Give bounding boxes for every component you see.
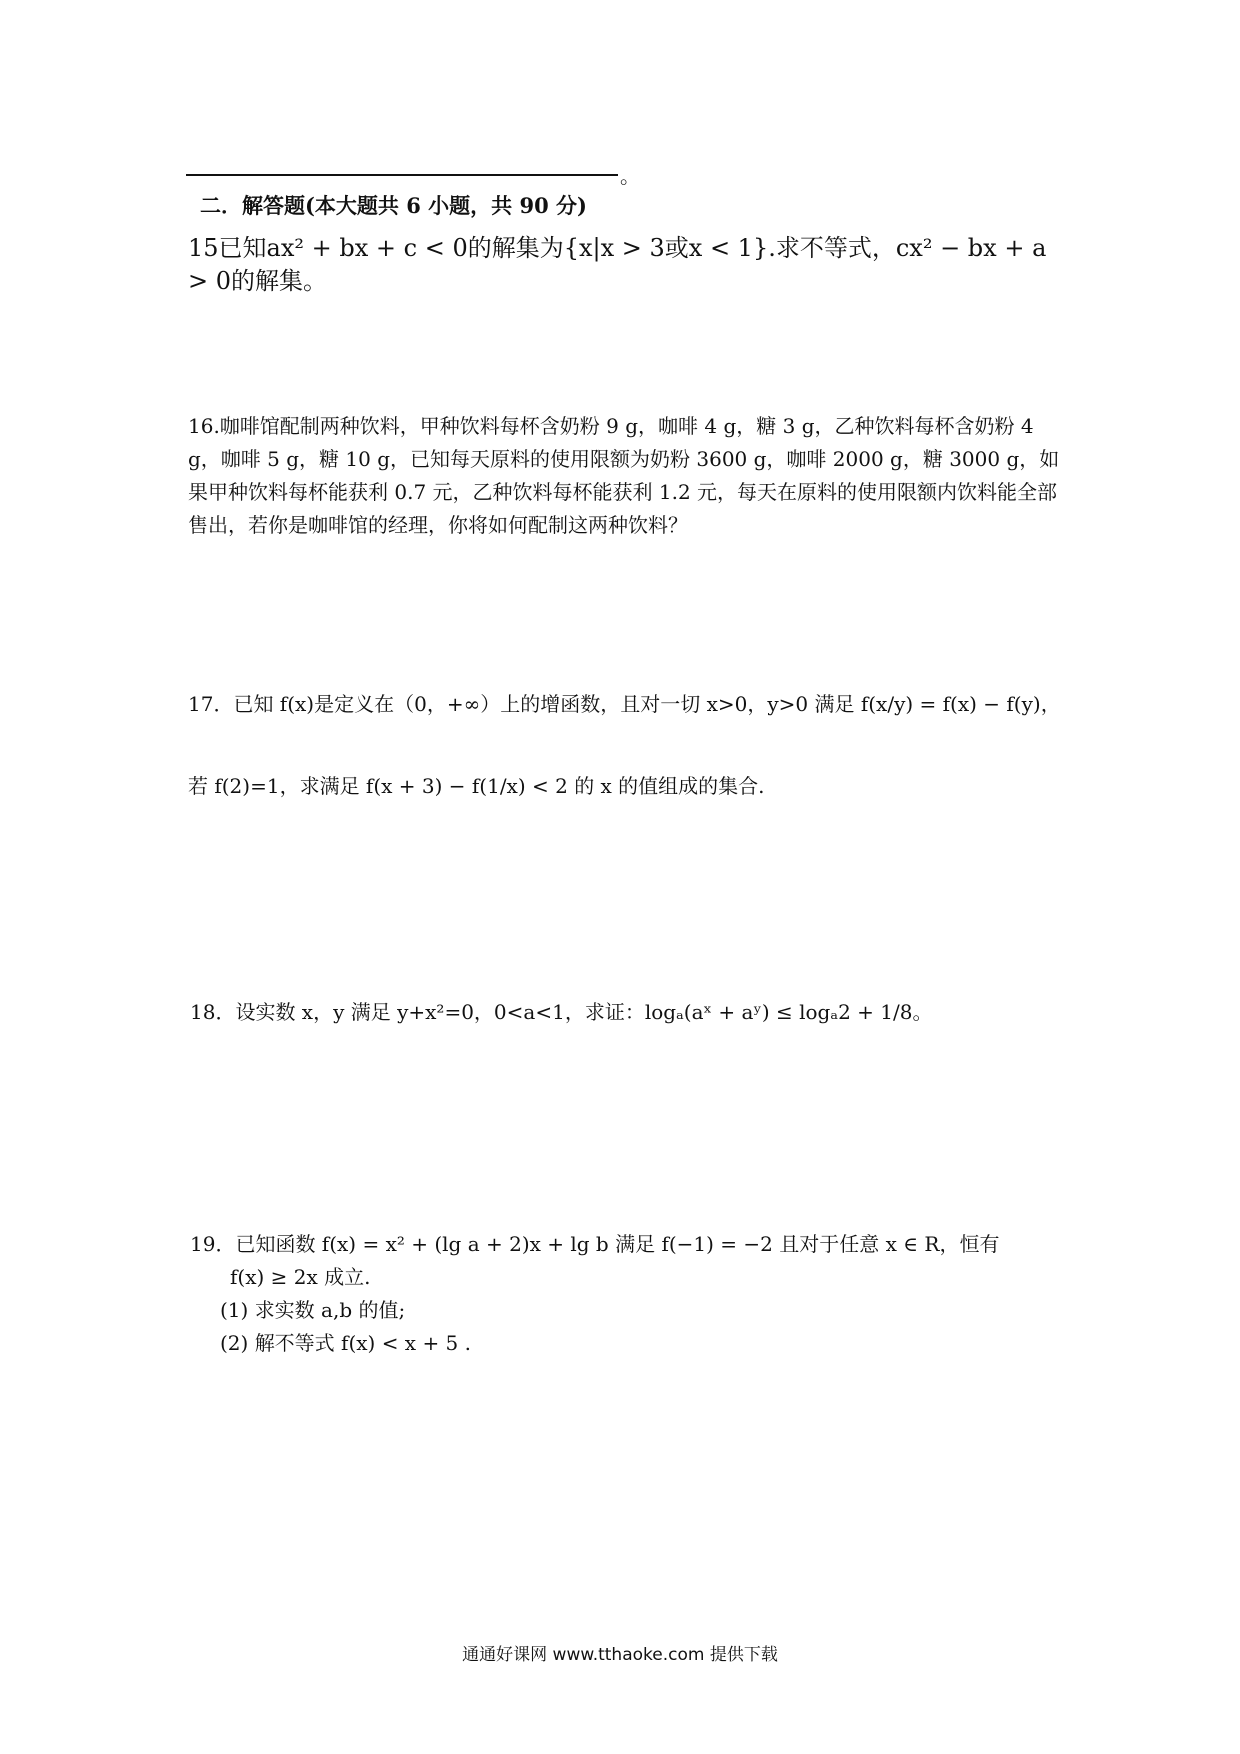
question-19-stem-cont: f(x) ≥ 2x 成立. (230, 1265, 371, 1289)
question-17-line-2: 若 f(2)=1，求满足 f(x + 3) − f(1/x) < 2 的 x 的值组成的集合. (188, 774, 765, 798)
question-19 (190, 1228, 1070, 1360)
question-19-part-2: (2) 解不等式 f(x) < x + 5 . (220, 1331, 471, 1355)
question-19-part-1: (1) 求实数 a,b 的值; (220, 1298, 406, 1322)
footer-source: 通通好课网 www.tthaoke.com 提供下载 (462, 1645, 778, 1665)
question-17-line-1: 17．已知 f(x)是定义在（0，+∞）上的增函数，且对一切 x>0，y>0 满足 f(x/y) = f(x) − f(y)， (188, 692, 1061, 716)
question-15: 15已知ax² + bx + c < 0的解集为{x|x > 3或x < 1}.求不等式，cx² − bx + a > 0的解集。 (188, 234, 1047, 295)
answer-blank-line (186, 174, 618, 176)
section-heading: 二．解答题(本大题共 6 小题，共 90 分) (200, 193, 587, 218)
answer-blank-period: 。 (620, 164, 640, 188)
question-16: 16.咖啡馆配制两种饮料，甲种饮料每杯含奶粉 9 g，咖啡 4 g，糖 3 g，乙种饮料每杯含奶粉 4 g，咖啡 5 g，糖 10 g，已知每天原料的使用限额为奶粉 3600 g，咖啡 2000 g，糖 3000 g，如果甲种饮料每杯能获利 0.7 元，乙种饮料每杯能获利 1.2 元，每天在原料的使用限额内饮料能全部售出，若你是咖啡馆的经理，你将如何配制这两种饮料？ (188, 414, 1060, 537)
question-19-stem: 19．已知函数 f(x) = x² + (lg a + 2)x + lg b 满足 f(−1) = −2 且对于任意 x ∈ R，恒有 (190, 1232, 1000, 1256)
question-18: 18．设实数 x，y 满足 y+x²=0，0<a<1，求证：logₐ(aˣ + aʸ) ≤ logₐ2 + 1/8。 (190, 1000, 933, 1024)
